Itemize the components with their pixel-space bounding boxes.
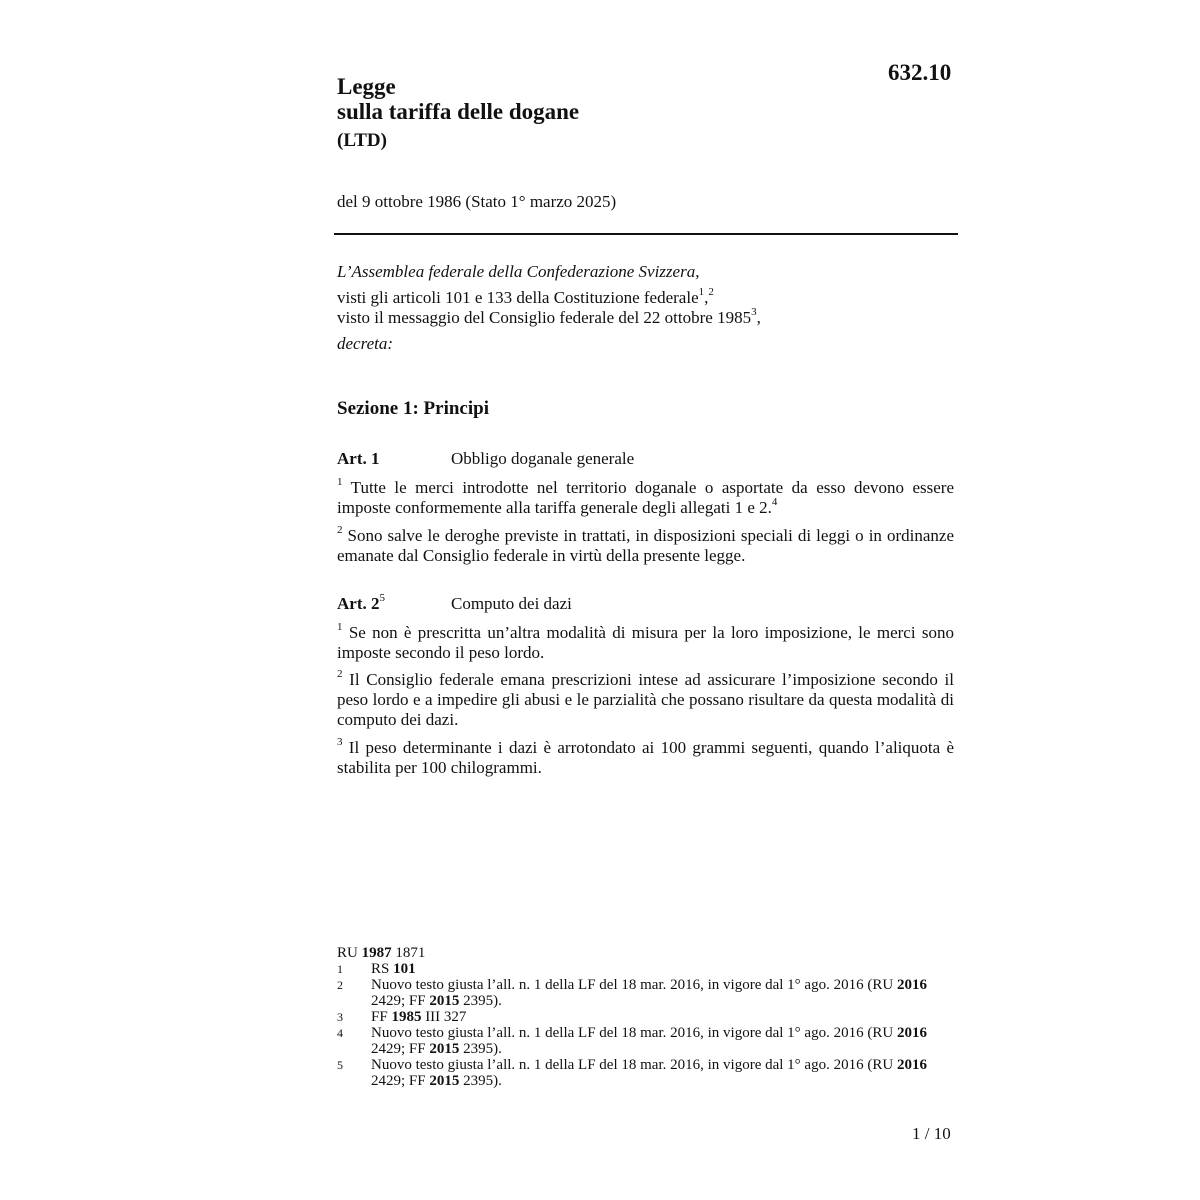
preamble-decree: decreta: [337, 334, 394, 353]
article-number: Art. 1 [337, 449, 380, 468]
title-line-1: Legge [337, 74, 396, 99]
date-status: del 9 ottobre 1986 (Stato 1° marzo 2025) [337, 192, 617, 211]
article-1-paragraph-2 [337, 526, 954, 566]
article-title: Obbligo doganale generale [451, 449, 635, 468]
title-line-2: sulla tariffa delle dogane [337, 99, 580, 124]
footnote-number: 3 [337, 1010, 343, 1024]
article-1-heading [337, 449, 634, 469]
footnote-ref-2[interactable]: 2 [708, 286, 714, 299]
footnote-text: Nuovo testo giusta l’all. n. 1 della LF del 18 mar. 2016, in vigore dal 1° ago. 2016 (RU 2016 2429; FF 2015 2395). [371, 977, 927, 1009]
paragraph-text: Il peso determinante i dazi è arrotondato ai 100 grammi seguenti, quando l’aliquota è stabilita per 100 chilogrammi. [337, 738, 955, 777]
rs-number: 632.10 [888, 60, 952, 85]
article-title: Computo dei dazi [451, 594, 572, 613]
footnote-text: Nuovo testo giusta l’all. n. 1 della LF del 18 mar. 2016, in vigore dal 1° ago. 2016 (RU 2016 2429; FF 2015 2395). [371, 1025, 927, 1057]
footnote-text: Nuovo testo giusta l’all. n. 1 della LF del 18 mar. 2016, in vigore dal 1° ago. 2016 (RU 2016 2429; FF 2015 2395). [371, 1057, 927, 1089]
footnote-number: 5 [337, 1058, 343, 1072]
preamble-comma: , [704, 288, 709, 307]
footnote-1 [337, 961, 937, 977]
header-divider [334, 233, 958, 235]
preamble-assembly: L’Assemblea federale della Confederazione Svizzera, [337, 262, 700, 281]
preamble-constitution-text: visti gli articoli 101 e 133 della Costituzione federale [337, 288, 699, 307]
paragraph-number: 1 [337, 476, 343, 489]
paragraph-text: Se non è prescritta un’altra modalità di misura per la loro imposizione, le merci sono imposte secondo il peso lordo. [337, 623, 954, 662]
footnote-2 [337, 977, 937, 1009]
article-2-paragraph-2 [337, 670, 954, 730]
ru-year: 1987 [361, 945, 392, 961]
law-abbreviation: (LTD) [337, 130, 387, 151]
footnote-5 [337, 1057, 937, 1089]
preamble-message-end: , [756, 308, 761, 327]
paragraph-number: 2 [337, 668, 343, 681]
preamble-line-message [337, 308, 957, 328]
footnote-ref-4[interactable]: 4 [771, 496, 778, 509]
article-2-paragraph-3 [337, 738, 954, 778]
article-number-text: Art. 2 [337, 594, 380, 613]
footnote-4 [337, 1025, 937, 1057]
ru-prefix: RU [337, 945, 362, 961]
footnote-ref-1[interactable]: 1 [698, 286, 705, 299]
article-2-heading [337, 594, 572, 614]
paragraph-number: 1 [337, 621, 343, 634]
section-title: Sezione 1: Principi [337, 398, 489, 419]
article-2-paragraph-1 [337, 623, 954, 663]
page-number: 1 / 10 [912, 1124, 951, 1143]
footnote-text: RS 101 [371, 961, 416, 977]
article-1-paragraph-1 [337, 478, 954, 518]
law-title [337, 74, 579, 124]
paragraph-number: 3 [337, 736, 343, 749]
article-number [337, 594, 451, 614]
footnote-ref-5[interactable]: 5 [379, 592, 385, 605]
paragraph-number: 2 [337, 524, 343, 537]
ru-page: 1871 [391, 945, 426, 961]
preamble-line-constitution [337, 288, 957, 308]
paragraph-text: Tutte le merci introdotte nel territorio doganale o asportate da esso devono essere imposte conformemente alla tariffa generale degli allegati 1 e 2. [337, 478, 954, 517]
paragraph-text: Sono salve le deroghe previste in trattati, in disposizioni speciali di leggi o in ordinanze emanate dal Consiglio federale in virtù della presente legge. [337, 526, 954, 565]
footnote-text: FF 1985 III 327 [371, 1009, 467, 1025]
footnote-number: 2 [337, 978, 343, 992]
preamble-message-text: visto il messaggio del Consiglio federale del 22 ottobre 1985 [337, 308, 752, 327]
footnotes [337, 945, 937, 1089]
footnote-number: 4 [337, 1026, 343, 1040]
footnote-ref-3[interactable]: 3 [751, 306, 757, 319]
official-collection-ref [337, 945, 937, 961]
footnote-number: 1 [337, 962, 343, 976]
footnote-3 [337, 1009, 937, 1025]
preamble [337, 262, 957, 354]
paragraph-text: Il Consiglio federale emana prescrizioni intese ad assicurare l’imposizione secondo il peso lordo e a impedire gli abusi e le parzialità che possano risultare da questa modalità di computo dei dazi. [337, 670, 954, 729]
